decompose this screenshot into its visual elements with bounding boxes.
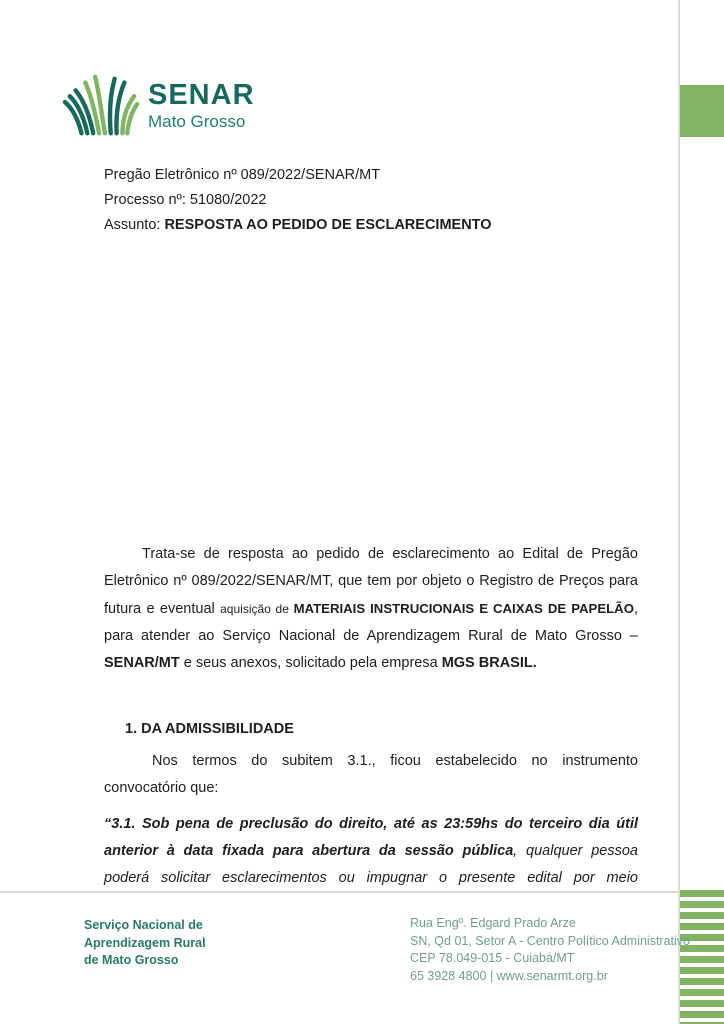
section-1-heading: 1. DA ADMISSIBILIDADE bbox=[125, 721, 294, 737]
header-processo-line: Processo nº: 51080/2022 bbox=[104, 192, 267, 208]
intro-text-2: , para atender ao Serviço Nacional de Aprendizagem Rural de Mato Grosso – bbox=[104, 601, 638, 644]
intro-text-small: aquisição de bbox=[220, 602, 294, 616]
green-corner-block bbox=[680, 85, 724, 137]
senar-grass-icon bbox=[62, 72, 140, 138]
edital-quote-paragraph bbox=[104, 811, 638, 892]
right-edge-rule bbox=[678, 0, 680, 1024]
intro-senar-bold: SENAR/MT bbox=[104, 655, 180, 671]
footer-address-line: 65 3928 4800 | www.senarmt.org.br bbox=[410, 968, 608, 983]
quote-normal-part: , qualquer pessoa poderá solicitar esclarecimentos ou impugnar o presente edital por meio bbox=[104, 843, 638, 886]
section-1-paragraph: Nos termos do subitem 3.1., ficou estabelecido no instrumento convocatório que: bbox=[104, 753, 638, 796]
senar-logo bbox=[62, 72, 255, 138]
assunto-label: Assunto: bbox=[104, 217, 165, 233]
footer-org-line: Serviço Nacional de bbox=[84, 918, 203, 932]
intro-text-1: Trata-se de resposta ao pedido de esclarecimento ao Edital de Pregão Eletrônico nº 089/2022/SENAR/MT, que tem por objeto o Registro de Preços para futura e eventual bbox=[104, 546, 638, 617]
header-pregao-line: Pregão Eletrônico nº 089/2022/SENAR/MT bbox=[104, 167, 381, 183]
logo-text bbox=[148, 78, 255, 131]
logo-subtitle: Mato Grosso bbox=[148, 111, 246, 131]
assunto-value: RESPOSTA AO PEDIDO DE ESCLARECIMENTO bbox=[164, 217, 492, 233]
intro-paragraph bbox=[104, 541, 638, 677]
intro-text-3: e seus anexos, solicitado pela empresa bbox=[179, 655, 442, 671]
footer-org-line: Aprendizagem Rural bbox=[84, 935, 206, 950]
logo-title: SENAR bbox=[148, 78, 255, 111]
footer-address-line: CEP 78.049-015 - Cuiabá/MT bbox=[410, 951, 575, 965]
footer-divider-rule bbox=[0, 891, 679, 893]
footer-address-line: Rua Engº. Edgard Prado Arze bbox=[410, 916, 576, 930]
document-header bbox=[104, 163, 644, 238]
footer-organization bbox=[84, 917, 206, 970]
quote-bold-part: “3.1. Sob pena de preclusão do direito, até as 23:59hs do terceiro dia útil anterior à data fixada para abertura da sessão pública bbox=[104, 816, 638, 859]
footer-address bbox=[410, 915, 690, 985]
footer-org-line: de Mato Grosso bbox=[84, 953, 179, 967]
intro-company-bold: MGS BRASIL. bbox=[441, 655, 537, 671]
footer-address-line: SN, Qd 01, Setor A - Centro Político Administrativo bbox=[410, 933, 690, 948]
header-assunto-line bbox=[104, 213, 644, 238]
intro-object-bold: MATERIAIS INSTRUCIONAIS E CAIXAS DE PAPELÃO bbox=[293, 601, 634, 616]
